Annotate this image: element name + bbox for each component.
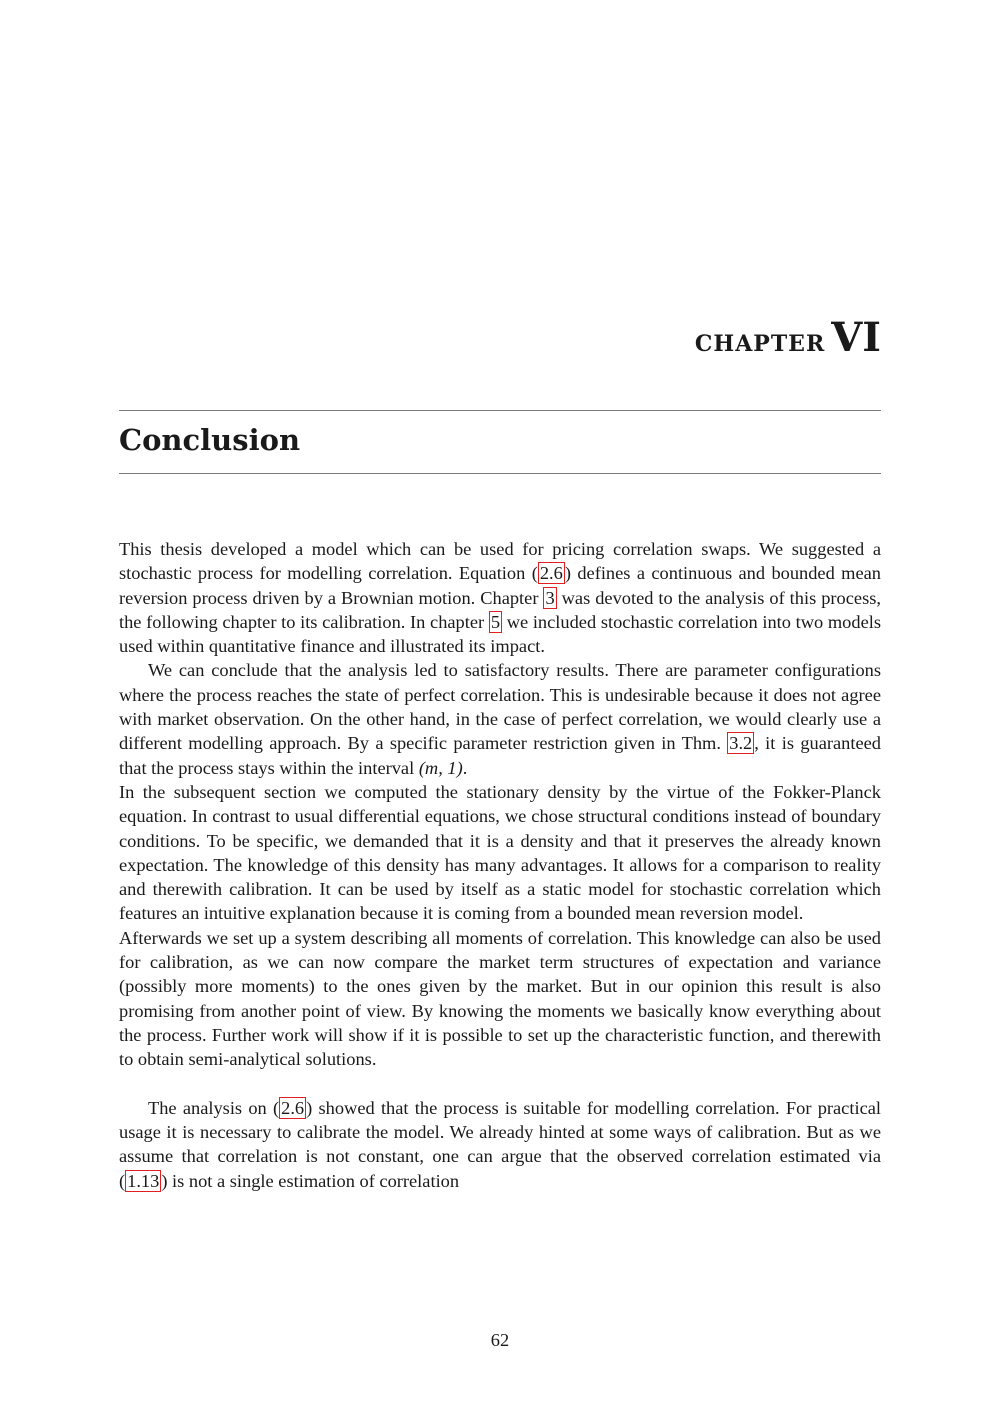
chapter-link-5[interactable]: 5	[490, 611, 501, 632]
paragraph-5: The analysis on ( 2.6 ) showed that the process is suitable for modelling correlation. For practical usage it is necessary to calibrate the model. We already hinted at some ways of calibration. But as we assume that correlation is not constant, one can argue that the observed correlation estimated via ( 1.13 ) is not a single estimation of correlation	[119, 1097, 881, 1191]
page-number: 62	[490, 1330, 510, 1350]
paragraph-1: This thesis developed a model which can be used for pricing correlation swaps. We suggested a stochastic process for modelling correlation. Equation ( 2.6 ) defines a continuous and bounded mean reversion process driven by a Brownian motion. Chapter 3 was devoted to the analysis of this process, the following chapter to its calibration. In chapter 5 we included stochastic correlation into two models used within quantitative finance and illustrated its impact.	[119, 539, 881, 657]
title-rule-bottom	[119, 473, 881, 474]
paragraph-4: Afterwards we set up a system describing all moments of correlation. This knowledge can also be used for calibration, as we can now compare the market term structures of expectation and variance (possibly more moments) to the ones given by the market. But in our opinion this result is also promising from another point of view. By knowing the moments we basically know everything about the process. Further work will show if it is possible to set up the characteristic function, and therewith to obtain semi-analytical solutions.	[119, 927, 881, 1070]
paragraph-gap	[119, 1072, 881, 1096]
paragraph-2: We can conclude that the analysis led to satisfactory results. There are parameter configurations where the process reaches the state of perfect correlation. This is undesirable because it does not agree with market observation. On the other hand, in the case of perfect correlation, we would clearly use a different modelling approach. By a specific parameter restriction given in Thm. 3.2 , it is guaranteed that the process stays within the interval (m, 1).	[119, 660, 881, 778]
chapter-heading	[694, 314, 881, 361]
equation-link-2-6-second[interactable]: 2.6	[281, 1097, 305, 1118]
chapter-link-3[interactable]: 3	[545, 587, 555, 608]
chapter-title: Conclusion	[119, 423, 301, 457]
title-rule-top	[119, 410, 881, 411]
chapter-label: chapter	[694, 321, 826, 359]
body-text	[119, 537, 881, 1193]
chapter-number: VI	[831, 314, 881, 361]
interval-math: (m, 1)	[418, 757, 463, 778]
paragraph-3: In the subsequent section we computed the stationary density by the virtue of the Fokker-Planck equation. In contrast to usual differential equations, we chose structural conditions instead of boundary conditions. To be specific, we demanded that it is a density and that it preserves the already known expectation. The knowledge of this density has many advantages. It allows for a comparison to reality and therewith calibration. It can be used by itself as a static model for stochastic correlation which features an intuitive explanation because it is coming from a bounded mean reversion model.	[119, 781, 881, 924]
theorem-link-3-2[interactable]: 3.2	[729, 733, 753, 754]
equation-link-1-13[interactable]: 1.13	[127, 1170, 160, 1191]
equation-link-2-6[interactable]: 2.6	[539, 563, 563, 584]
